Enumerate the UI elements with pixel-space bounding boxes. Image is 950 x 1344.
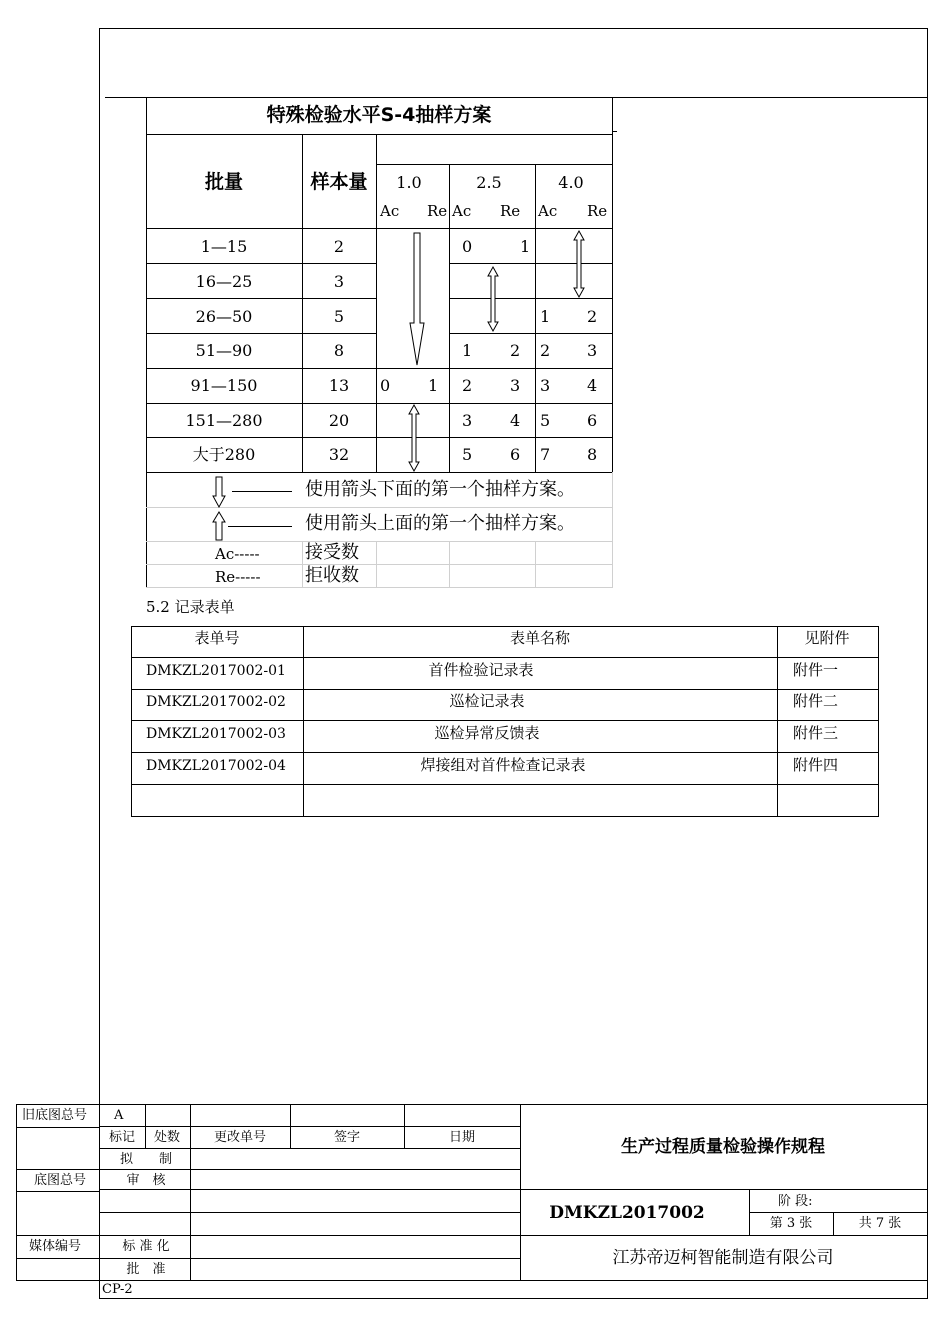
sample-cell: 20 [328,411,350,430]
date-label: 日期 [448,1130,476,1145]
draft-label: 拟 制 [119,1152,173,1167]
document-title: 生产过程质量检验操作规程 [621,1137,825,1157]
record-no: DMKZL2017002-03 [146,726,286,742]
records-heading: 5.2 记录表单 [146,598,235,616]
record-name: 首件检验记录表 [428,661,534,679]
arrow-updown-icon [572,230,586,298]
ac-value: 0 [380,376,391,395]
ac-value: 5 [540,411,551,430]
re-value: 1 [520,237,531,256]
record-attach: 附件三 [793,724,839,742]
legend-re-text: 拒收数 [305,565,359,586]
old-total-label: 旧底图总号 [22,1108,88,1123]
records-header-attach: 见附件 [804,629,850,647]
ac-value: 3 [540,376,551,395]
sample-cell: 8 [333,341,345,360]
batch-cell: 1—15 [200,237,248,256]
batch-cell: 151—280 [185,411,263,430]
record-name: 巡检记录表 [449,692,525,710]
re-label: Re [587,202,608,220]
ac-value: 7 [540,445,551,464]
ac-label: Ac [538,202,558,220]
ac-value: 1 [540,307,551,326]
ac-label: Ac [380,202,400,220]
batch-header: 批量 [204,171,244,193]
sample-cell: 3 [333,272,345,291]
re-value: 4 [587,376,598,395]
record-no: DMKZL2017002-04 [146,758,286,774]
mark-label: 标记 [109,1130,136,1145]
re-value: 2 [587,307,598,326]
sample-cell: 2 [333,237,345,256]
ac-value: 5 [462,445,473,464]
std-label: 标 准 化 [122,1239,170,1254]
arrow-updown-icon [486,266,500,332]
arrow-up-icon [212,511,226,541]
sheet-total: 共 7 张 [858,1216,902,1231]
record-name: 巡检异常反馈表 [434,724,540,742]
re-value: 4 [510,411,521,430]
legend-re-key: Re----- [215,568,261,586]
records-header-name: 表单名称 [509,629,571,647]
legend-ac-text: 接受数 [305,542,359,563]
sign-label: 签字 [333,1130,361,1145]
stage-label: 阶 段: [778,1194,813,1209]
record-attach: 附件四 [793,756,839,774]
ac-value: 0 [462,237,473,256]
re-value: 1 [428,376,439,395]
re-value: 3 [587,341,598,360]
batch-cell: 91—150 [190,376,258,395]
sample-size-header: 样本量 [310,171,368,193]
arrow-updown-icon [407,404,421,472]
re-value: 6 [510,445,521,464]
sample-cell: 32 [328,445,350,464]
re-value: 3 [510,376,521,395]
re-label: Re [427,202,448,220]
record-attach: 附件一 [793,661,839,679]
ac-value: 2 [462,376,473,395]
re-value: 6 [587,411,598,430]
review-label: 审 核 [126,1173,166,1188]
sheet-number: 第 3 张 [769,1216,813,1231]
ac-value: 1 [462,341,473,360]
batch-cell: 51—90 [195,341,253,360]
record-no: DMKZL2017002-01 [146,663,286,679]
form-code: CP-2 [102,1282,133,1297]
aql-1: 1.0 [396,173,422,192]
arrow-down-icon [408,233,426,368]
batch-cell: 26—50 [195,307,253,326]
ac-label: Ac [452,202,472,220]
aql-3: 4.0 [558,173,584,192]
legend-down-text: 使用箭头下面的第一个抽样方案。 [305,479,575,500]
sampling-title: 特殊检验水平S-4抽样方案 [266,104,492,126]
revision-value: A [114,1108,124,1123]
re-label: Re [500,202,521,220]
re-value: 8 [587,445,598,464]
base-total-label: 底图总号 [34,1173,87,1188]
re-value: 2 [510,341,521,360]
document-number: DMKZL2017002 [549,1203,705,1223]
legend-ac-key: Ac----- [215,545,260,563]
media-label: 媒体编号 [29,1239,82,1254]
company-name: 江苏帝迈柯智能制造有限公司 [612,1248,834,1268]
records-header-no: 表单号 [194,629,240,647]
batch-cell: 16—25 [195,272,253,291]
record-name: 焊接组对首件检查记录表 [420,756,586,774]
approve-label: 批 准 [126,1262,166,1277]
arrow-down-icon [212,476,226,508]
ac-value: 3 [462,411,473,430]
aql-2: 2.5 [476,173,502,192]
record-no: DMKZL2017002-02 [146,694,286,710]
change-no-label: 更改单号 [213,1130,267,1145]
sample-cell: 5 [333,307,345,326]
sample-cell: 13 [328,376,350,395]
batch-cell: 大于280 [192,445,256,464]
legend-up-text: 使用箭头上面的第一个抽样方案。 [305,513,575,534]
ac-value: 2 [540,341,551,360]
record-attach: 附件二 [793,692,839,710]
count-label: 处数 [154,1130,181,1145]
